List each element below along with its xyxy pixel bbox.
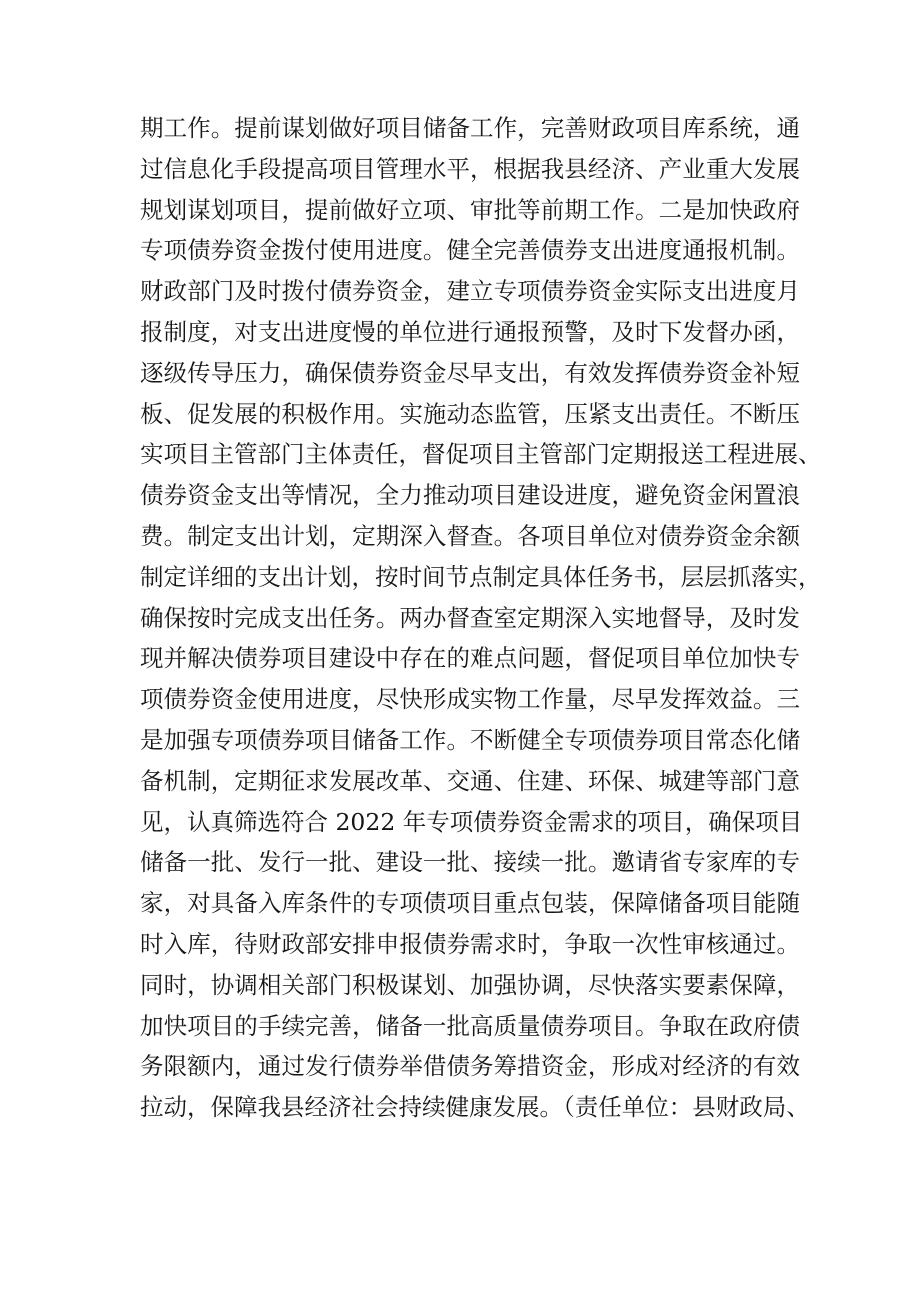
text-line: 报制度，对支出进度慢的单位进行通报预警，及时下发督办函， [140, 317, 800, 346]
text-line: 制定详细的支出计划，按时间节点制定具体任务书，层层抓落实， [140, 562, 822, 591]
text-line: 见，认真筛选符合 2022 年专项债券资金需求的项目，确保项目 [140, 807, 803, 836]
text-line: 务限额内，通过发行债券举借债务筹措资金，形成对经济的有效 [140, 1052, 800, 1081]
text-line: 储备一批、发行一批、建设一批、接续一批。邀请省专家库的专 [140, 848, 800, 877]
text-line: 规划谋划项目，提前做好立项、审批等前期工作。二是加快政府 [140, 195, 800, 224]
text-line: 项债券资金使用进度，尽快形成实物工作量，尽早发挥效益。三 [140, 685, 800, 714]
text-line: 专项债券资金拨付使用进度。健全完善债券支出进度通报机制。 [140, 236, 800, 265]
text-line: 费。制定支出计划，定期深入督查。各项目单位对债券资金余额 [140, 521, 800, 550]
text-line: 同时，协调相关部门积极谋划、加强协调，尽快落实要素保障， [140, 970, 800, 999]
text-line: 拉动，保障我县经济社会持续健康发展。（责任单位：县财政局、 [140, 1093, 810, 1122]
text-line: 板、促发展的积极作用。实施动态监管，压紧支出责任。不断压 [140, 399, 800, 428]
text-line: 实项目主管部门主体责任，督促项目主管部门定期报送工程进展、 [140, 440, 822, 469]
text-line: 过信息化手段提高项目管理水平，根据我县经济、产业重大发展 [140, 154, 800, 183]
body-text [140, 108, 822, 1128]
text-line: 现并解决债券项目建设中存在的难点问题，督促项目单位加快专 [140, 644, 800, 673]
text-line: 家，对具备入库条件的专项债项目重点包装，保障储备项目能随 [140, 889, 800, 918]
text-line: 是加强专项债券项目储备工作。不断健全专项债券项目常态化储 [140, 725, 800, 754]
text-line: 逐级传导压力，确保债券资金尽早支出，有效发挥债券资金补短 [140, 358, 800, 387]
text-line: 备机制，定期征求发展改革、交通、住建、环保、城建等部门意 [140, 766, 800, 795]
text-line: 加快项目的手续完善，储备一批高质量债券项目。争取在政府债 [140, 1011, 800, 1040]
text-line: 时入库，待财政部安排申报债券需求时，争取一次性审核通过。 [140, 929, 800, 958]
text-line: 财政部门及时拨付债券资金，建立专项债券资金实际支出进度月 [140, 277, 800, 306]
text-line: 期工作。提前谋划做好项目储备工作，完善财政项目库系统，通 [140, 114, 800, 142]
text-line: 确保按时完成支出任务。两办督查室定期深入实地督导，及时发 [140, 603, 800, 632]
text-line: 债券资金支出等情况，全力推动项目建设进度，避免资金闲置浪 [140, 481, 800, 510]
